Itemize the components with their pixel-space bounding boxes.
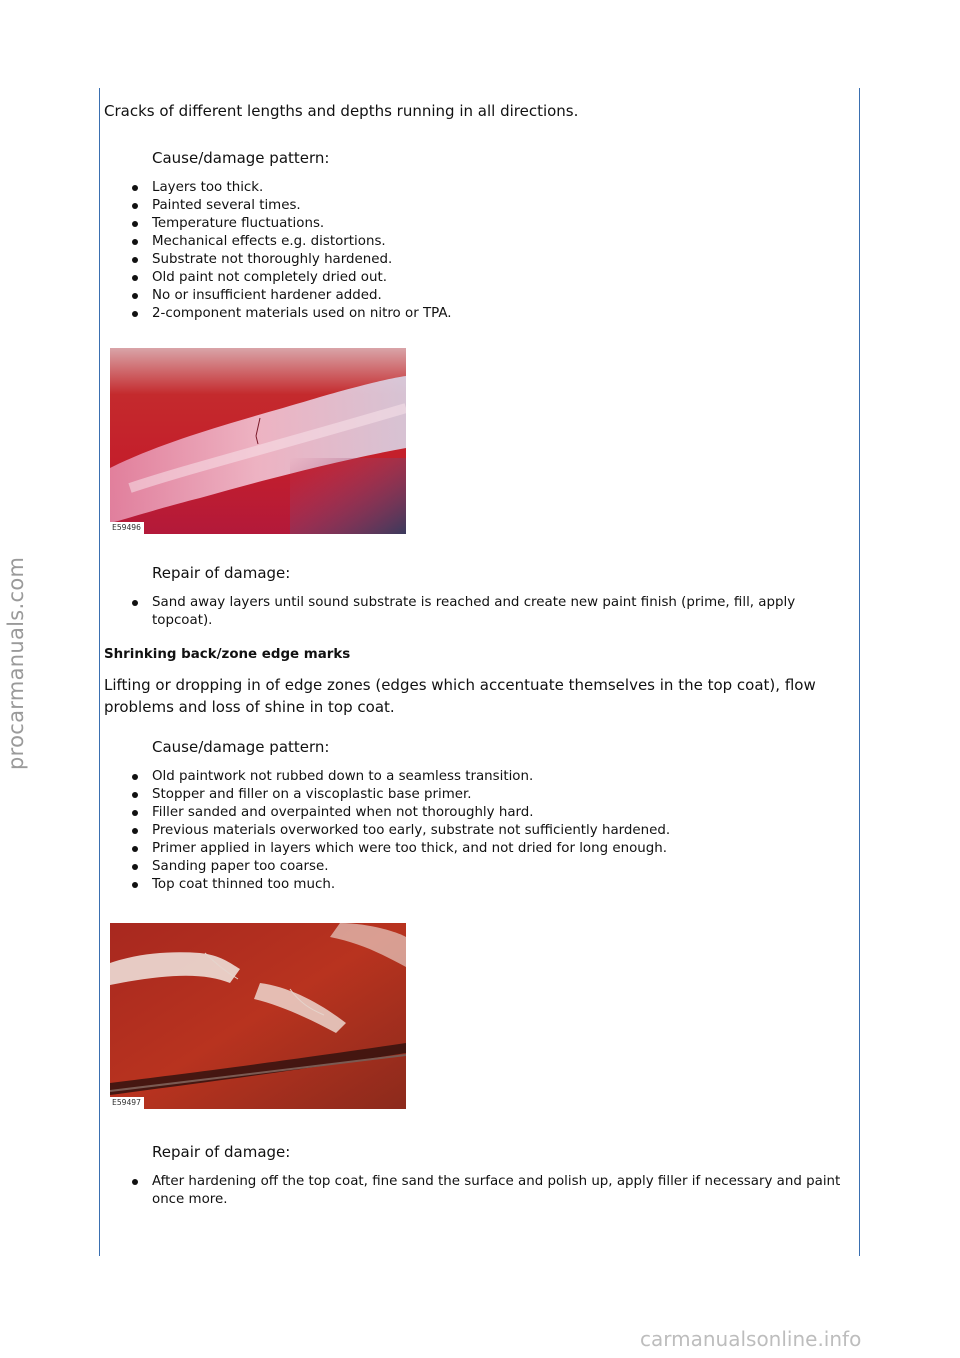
side-watermark: procarmanuals.com: [4, 556, 28, 770]
zone-edge-marks-photo: [110, 923, 406, 1109]
paint-cracking-illustration: [110, 348, 406, 534]
list-item: Layers too thick.: [152, 179, 856, 197]
list-item: Previous materials overworked too early, substrate not sufficiently hardened.: [152, 822, 856, 840]
list-item: Mechanical effects e.g. distortions.: [152, 233, 856, 251]
section2-repair-list: [104, 1173, 856, 1209]
image-reference-code: E59496: [110, 522, 144, 534]
list-item: Stopper and filler on a viscoplastic base primer.: [152, 786, 856, 804]
bottom-watermark: carmanualsonline.info: [640, 1327, 862, 1351]
list-item: Old paintwork not rubbed down to a seamless transition.: [152, 768, 856, 786]
image-reference-code: E59497: [110, 1097, 144, 1109]
list-item: Temperature fluctuations.: [152, 215, 856, 233]
zone-edge-marks-illustration: [110, 923, 406, 1109]
list-item: 2-component materials used on nitro or TPA.: [152, 305, 856, 323]
manual-page-content: [104, 100, 856, 1209]
section2-cause-list: [104, 768, 856, 894]
list-item: Primer applied in layers which were too thick, and not dried for long enough.: [152, 840, 856, 858]
section1-intro: Cracks of different lengths and depths running in all directions.: [104, 102, 579, 120]
section2-heading: Shrinking back/zone edge marks: [104, 647, 351, 662]
section1-repair-label: Repair of damage:: [152, 564, 291, 582]
section1-cause-label: Cause/damage pattern:: [152, 149, 330, 167]
list-item: Substrate not thoroughly hardened.: [152, 251, 856, 269]
list-item: Top coat thinned too much.: [152, 876, 856, 894]
list-item: Painted several times.: [152, 197, 856, 215]
list-item: Sanding paper too coarse.: [152, 858, 856, 876]
section1-cause-list: [104, 179, 856, 323]
section1-repair-list: [104, 594, 856, 630]
list-item: After hardening off the top coat, fine sand the surface and polish up, apply filler if necessary and paint once more.: [152, 1173, 856, 1209]
list-item: Old paint not completely dried out.: [152, 269, 856, 287]
paint-cracking-photo: [110, 348, 406, 534]
list-item: Filler sanded and overpainted when not thoroughly hard.: [152, 804, 856, 822]
section2-cause-label: Cause/damage pattern:: [152, 738, 330, 756]
right-margin-rule: [859, 88, 860, 1256]
list-item: Sand away layers until sound substrate is reached and create new paint finish (prime, fill, apply topcoat).: [152, 594, 856, 630]
section2-intro: Lifting or dropping in of edge zones (edges which accentuate themselves in the top coat), flow problems and loss of shine in top coat.: [104, 676, 816, 716]
section2-repair-label: Repair of damage:: [152, 1143, 291, 1161]
list-item: No or insufficient hardener added.: [152, 287, 856, 305]
left-margin-rule: [99, 88, 100, 1256]
